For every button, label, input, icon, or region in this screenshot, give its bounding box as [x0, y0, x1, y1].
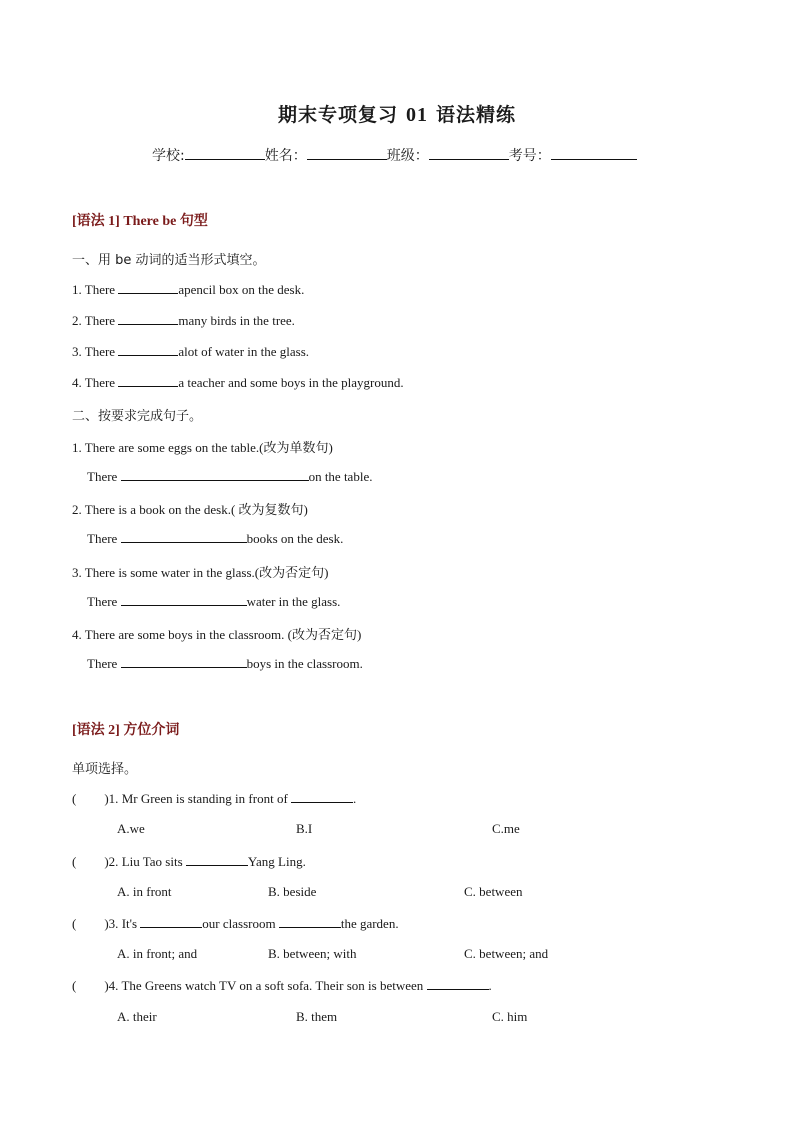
- class-field[interactable]: [429, 145, 509, 160]
- option-a: A.we: [117, 821, 145, 836]
- part2-title: 二、按要求完成句子。: [72, 409, 203, 424]
- answer-blank[interactable]: [427, 977, 489, 990]
- option-c: C. him: [492, 1009, 528, 1024]
- option-c: C. between: [464, 884, 523, 899]
- fill-item-1: 1. There apencil box on the desk.: [72, 282, 305, 297]
- rewrite-answer-3: There water in the glass.: [87, 594, 341, 609]
- choice-instruction: 单项选择。: [72, 762, 138, 777]
- choice-question-2: ( )2. Liu Tao sits Yang Ling.: [72, 854, 306, 869]
- option-b: B. beside: [268, 884, 317, 899]
- option-b: B. between; with: [268, 946, 357, 961]
- answer-blank[interactable]: [186, 853, 248, 866]
- rewrite-answer-4: There boys in the classroom.: [87, 656, 363, 671]
- option-b: B. them: [296, 1009, 338, 1024]
- rewrite-answer-2: There books on the desk.: [87, 531, 344, 546]
- section-heading-2: [语法 2] 方位介词: [72, 723, 180, 738]
- choice-question-3: ( )3. It's our classroom the garden.: [72, 916, 399, 931]
- answer-blank[interactable]: [118, 343, 178, 356]
- part1-title: 一、用 be 动词的适当形式填空。: [72, 253, 266, 268]
- answer-blank[interactable]: [140, 915, 202, 928]
- title-number: 01: [406, 104, 428, 126]
- answer-blank[interactable]: [121, 468, 309, 481]
- page-title: [0, 100, 794, 127]
- rewrite-answer-1: There on the table.: [87, 469, 373, 484]
- fill-item-4: 4. There a teacher and some boys in the playground.: [72, 375, 404, 390]
- title-suffix: 语法精练: [436, 104, 517, 126]
- info-line: [152, 145, 637, 165]
- option-a: A. their: [117, 1009, 157, 1024]
- answer-blank[interactable]: [118, 281, 178, 294]
- rewrite-question-2: 2. There is a book on the desk.( 改为复数句): [72, 502, 308, 517]
- fill-item-2: 2. There many birds in the tree.: [72, 313, 295, 328]
- rewrite-question-3: 3. There is some water in the glass.(改为否定句): [72, 565, 329, 580]
- answer-blank[interactable]: [118, 312, 178, 325]
- option-a: A. in front: [117, 884, 172, 899]
- title-prefix: 期末专项复习: [277, 104, 398, 126]
- name-field[interactable]: [307, 145, 387, 160]
- answer-blank[interactable]: [121, 530, 247, 543]
- option-b: B.I: [296, 821, 313, 836]
- exam-no-label: 考号：: [508, 148, 551, 164]
- school-field[interactable]: [185, 145, 265, 160]
- answer-blank[interactable]: [121, 593, 247, 606]
- section-heading-1: [语法 1] There be 句型: [72, 214, 208, 229]
- school-label: 学校:: [152, 148, 185, 164]
- name-label: 姓名：: [264, 148, 307, 164]
- rewrite-question-4: 4. There are some boys in the classroom. (改为否定句): [72, 627, 362, 642]
- choice-question-4: ( )4. The Greens watch TV on a soft sofa. Their son is between .: [72, 978, 492, 993]
- choice-question-1: ( )1. Mr Green is standing in front of .: [72, 791, 357, 806]
- exam-no-field[interactable]: [551, 145, 637, 160]
- option-c: C.me: [492, 821, 520, 836]
- option-c: C. between; and: [464, 946, 549, 961]
- rewrite-question-1: 1. There are some eggs on the table.(改为单数句): [72, 440, 333, 455]
- answer-blank[interactable]: [279, 915, 341, 928]
- fill-item-3: 3. There alot of water in the glass.: [72, 344, 310, 359]
- option-a: A. in front; and: [117, 946, 198, 961]
- class-label: 班级：: [386, 148, 429, 164]
- answer-blank[interactable]: [121, 655, 247, 668]
- answer-blank[interactable]: [291, 790, 353, 803]
- answer-blank[interactable]: [118, 374, 178, 387]
